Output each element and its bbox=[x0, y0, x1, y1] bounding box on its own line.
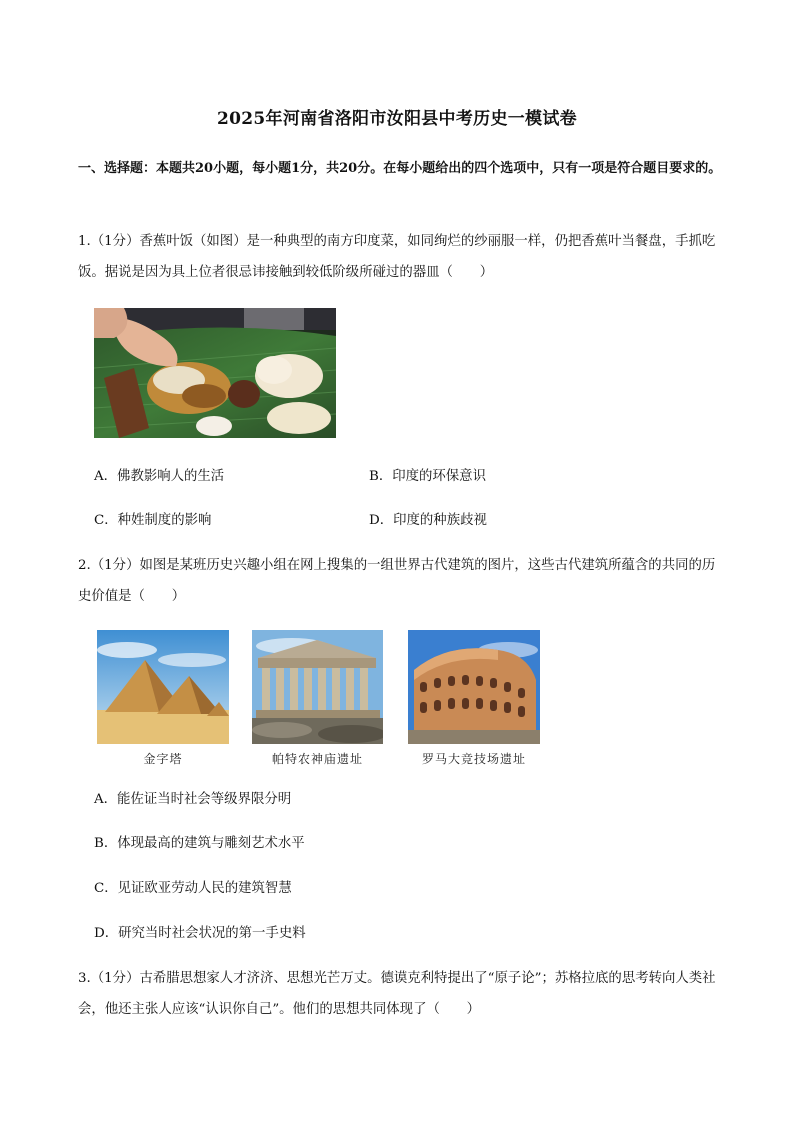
caption-parthenon: 帕特农神庙遗址 bbox=[271, 752, 363, 766]
question-2-option-b[interactable]: B．体现最高的建筑与雕刻艺术水平 bbox=[94, 836, 305, 851]
question-1-option-a[interactable]: A．佛教影响人的生活 bbox=[94, 469, 225, 484]
question-1-option-d[interactable]: D．印度的种族歧视 bbox=[369, 513, 487, 528]
question-2-option-c[interactable]: C．见证欧亚劳动人民的建筑智慧 bbox=[94, 881, 292, 896]
banana-leaf-meal-image bbox=[94, 308, 336, 438]
colosseum-image bbox=[408, 630, 540, 744]
question-3-stem: 3.（1分）古希腊思想家人才济济、思想光芒万丈。德谟克利特提出了“原子论”；苏格拉底的思考转向人类社会，他还主张人应该“认识你自己”。他们的思想共同体现了（ ） bbox=[78, 971, 716, 1017]
question-1-stem: 1.（1分）香蕉叶饭（如图）是一种典型的南方印度菜，如同绚烂的纱丽服一样，仍把香蕉叶当餐盘，手抓吃饭。据说是因为具上位者很忌讳接触到较低阶级所碰过的器皿（ ） bbox=[78, 234, 716, 280]
pyramid-image bbox=[97, 630, 229, 744]
page-title: 2025年河南省洛阳市汝阳县中考历史一模试卷 bbox=[217, 109, 577, 129]
question-2-option-a[interactable]: A．能佐证当时社会等级界限分明 bbox=[94, 792, 292, 807]
question-2-stem: 2.（1分）如图是某班历史兴趣小组在网上搜集的一组世界古代建筑的图片，这些古代建筑所蕴含的共同的历史价值是（ ） bbox=[78, 558, 716, 604]
parthenon-image bbox=[252, 630, 383, 744]
question-1-option-b[interactable]: B．印度的环保意识 bbox=[369, 469, 486, 484]
question-1-option-c[interactable]: C．种姓制度的影响 bbox=[94, 513, 212, 528]
question-2-option-d[interactable]: D．研究当时社会状况的第一手史料 bbox=[94, 926, 306, 941]
section-heading: 一、选择题：本题共20小题，每小题1分，共20分。在每小题给出的四个选项中，只有一项是符合题目要求的。 bbox=[78, 161, 722, 176]
caption-colosseum: 罗马大竞技场遗址 bbox=[421, 752, 526, 766]
caption-pyramid: 金字塔 bbox=[143, 752, 183, 766]
